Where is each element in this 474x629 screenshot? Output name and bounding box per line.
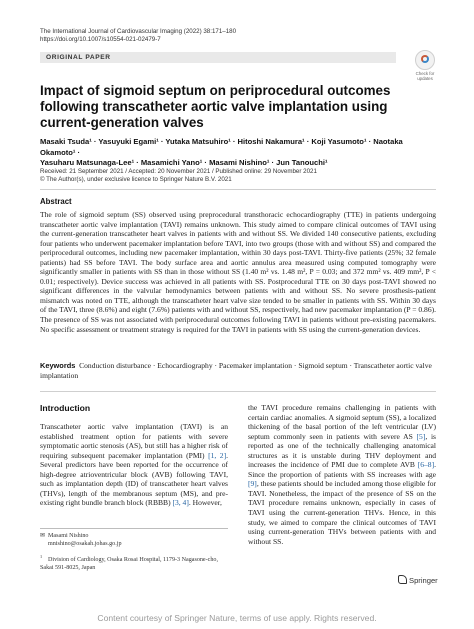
journal-header: [40, 28, 236, 44]
citation-link[interactable]: [1, 2]: [208, 450, 227, 460]
citation-link[interactable]: [9]: [248, 479, 257, 489]
abstract-heading: Abstract: [40, 197, 72, 206]
copyright-line: © The Author(s), under exclusive licence to Springer Nature B.V. 2021: [40, 176, 232, 184]
intro-text: . Several predictors have been reported for the occurrence of high-degree atrioventricular block (AVB) following TAVI, such as implantation depth (ID) of transcatheter heart valves (THVs), length of the membranous septum (MS), and pre-existing right bundle branch block (RBBB): [40, 450, 228, 508]
intro-text: , these patients should be included among those eligible for TAVI. Nonetheless, the impact of the presence of SS on the TAVI procedure remains unknown, especially in cases of TAVI using the current-generation THVs. Hence, in this study, we aimed to compare the clinical outcomes of TAVI using current-generation THVs between patients with and without SS.: [248, 479, 436, 546]
article-title: Impact of sigmoid septum on periprocedural outcomes following transcatheter aortic valve implantation using current-generation valves: [40, 83, 391, 130]
affiliation-text: Division of Cardiology, Osaka Rosai Hospital, 1179-3 Nagasone-cho, Sakai 591-8025, Japan: [40, 557, 218, 572]
affiliation-marker: 1: [40, 554, 43, 559]
corresponding-author-email[interactable]: mnishino@osakah.johas.go.jp: [48, 541, 122, 547]
publication-dates: [40, 168, 317, 184]
footnote-divider: [40, 528, 228, 529]
intro-text: the TAVI procedure remains challenging in patients with certain cardiac anomalies. A sigmoid septum (SS), a localized thickening of the basal portion of the left ventricular (LV) septum commonly seen in patients with severe AS: [248, 403, 436, 441]
intro-column-right: [248, 403, 436, 546]
courtesy-watermark: Content courtesy of Springer Nature, terms of use apply. Rights reserved.: [97, 613, 377, 623]
authors-text-1[interactable]: Masaki Tsuda¹ · Yasuyuki Egami¹ · Yutaka Matsuhiro¹ · Hitoshi Nakamura¹ · Koji Yasumoto¹ · Naotaka Okamoto¹ ·: [40, 137, 403, 157]
publisher-name: Springer: [409, 576, 438, 585]
dates-received: Received: 21 September 2021 / Accepted: 20 November 2021 / Published online: 29 November 2021: [40, 168, 317, 175]
article-type-label: ORIGINAL PAPER: [46, 53, 111, 61]
author-list: [40, 137, 440, 169]
publisher-logo: [398, 575, 438, 585]
citation-link[interactable]: [5]: [416, 431, 426, 441]
introduction-heading: Introduction: [40, 403, 91, 413]
citation-link[interactable]: [6–8]: [417, 460, 435, 470]
keywords: [40, 361, 436, 380]
corresponding-author: [40, 532, 228, 548]
journal-citation: The International Journal of Cardiovascular Imaging (2022) 38:171–180: [40, 28, 237, 35]
intro-text: , is reported as one of the technically challenging anatomical structures as it is unstable during THV deployment and increases the incidence of PMI due to complete AVB: [248, 431, 436, 470]
citation-link[interactable]: [3, 4]: [172, 498, 189, 508]
affiliation: [40, 553, 228, 572]
check-for-updates-button[interactable]: [413, 50, 437, 81]
check-updates-label: Check for updates: [415, 71, 435, 81]
envelope-icon: ✉: [40, 533, 46, 539]
intro-column-left: [40, 422, 228, 508]
intro-text: . Since the proportion of patients with SS increases with age: [248, 460, 436, 479]
springer-horse-icon: [398, 575, 407, 584]
corresponding-author-name: Masami Nishino: [48, 533, 89, 539]
authors-text-2[interactable]: Yasuharu Matsunaga-Lee¹ · Masamichi Yano¹ · Masami Nishino¹ · Jun Tanouchi¹: [40, 158, 328, 167]
authors-line-1: [40, 137, 440, 158]
intro-text: Transcatheter aortic valve implantation (TAVI) is an established treatment option for patients with severe symptomatic aortic stenosis (AS), but still has a higher risk of requiring subsequent pacemaker implantation (PMI): [40, 422, 228, 460]
check-updates-icon: [415, 50, 435, 70]
doi-link[interactable]: https://doi.org/10.1007/s10554-021-02479-7: [40, 36, 161, 43]
article-type-banner: [40, 52, 396, 63]
divider: [40, 391, 436, 392]
authors-line-2: [40, 158, 440, 169]
keywords-list: Conduction disturbance · Echocardiography · Pacemaker implantation · Sigmoid septum · Transcatheter aortic valve implantation: [40, 361, 432, 380]
divider: [40, 189, 436, 190]
abstract-text: The role of sigmoid septum (SS) observed using preprocedural transthoracic echocardiography (TTE) in patients undergoing transcatheter aortic valve implantation (TAVI) remains unknown. This study aimed to compare clinical outcomes of TAVI using the current-generation transcatheter heart valves in patients with and without SS. We divided 140 consecutive patients, excluding four patients who underwent pacemaker implantation before TAVI, into two groups (those with and without SS) and compared the periprocedural outcomes, including new pacemaker implantation, within 30 days post-TAVI. Thirty-five patients (25%; 32 female patients) had SS before TAVI. The body surface area and aortic annulus area measured using computed tomography were significantly smaller in patients with SS than in those without SS (1.40 m² vs. 1.48 m², P = 0.03; and 372 mm² vs. 409 mm², P < 0.01; respectively). Device success was achieved in all patients with SS. Postprocedural TTE on 30 days post-TAVI showed no significant differences in the valvular hemodynamics between patients with and without SS. No severe prosthesis-patient mismatch was noted on TTE, although the transcatheter heart valve size tended to be smaller in patients with SS. Within 30 days of the TAVI, three (8.6%) and eight (7.6%) patients with and without SS, respectively, had new pacemaker implantation (P = 0.86). The presence of SS was not associated with periprocedural outcomes following TAVI in patients without pre-existing pacemakers. No specific assessment or treatment strategy is required for the TAVI in patients with SS using the current-generation devices.: [40, 210, 436, 334]
keywords-label: Keywords: [40, 361, 76, 370]
intro-text: . However,: [188, 498, 222, 508]
